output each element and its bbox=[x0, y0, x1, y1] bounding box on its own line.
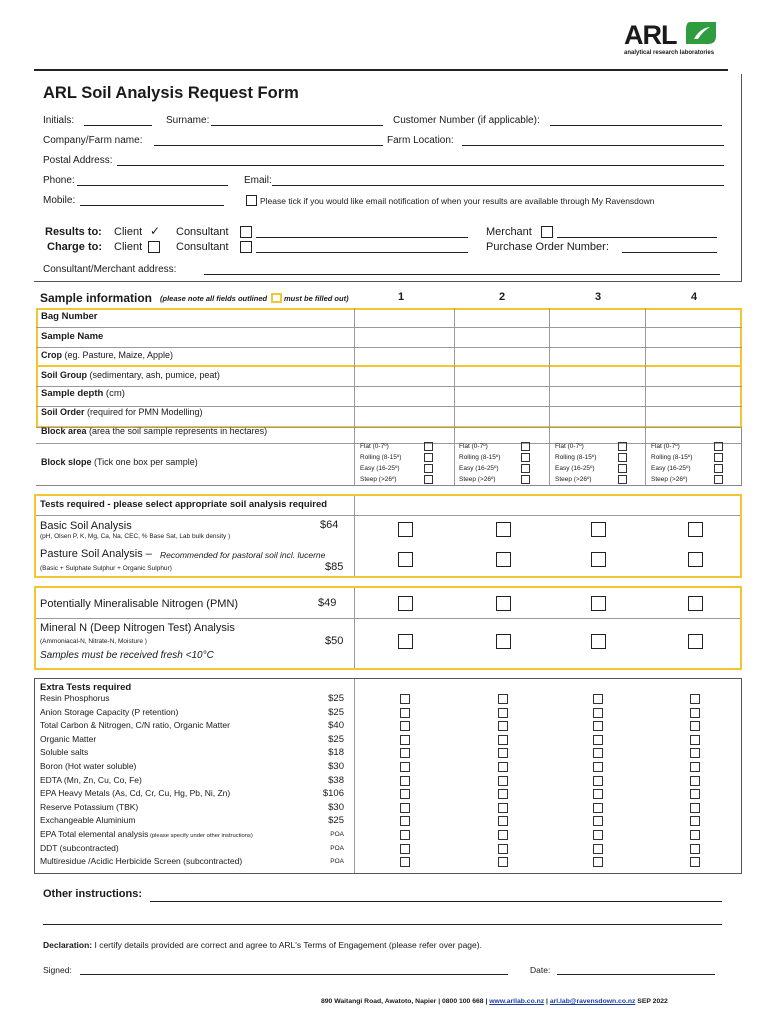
extra-test-name: EDTA (Mn, Zn, Cu, Co, Fe) bbox=[40, 774, 142, 785]
slope-checkbox-4-rolling[interactable] bbox=[714, 453, 723, 462]
farm-location-label: Farm Location: bbox=[387, 135, 454, 146]
slope-checkbox-3-easy[interactable] bbox=[618, 464, 627, 473]
slope-options-sample-2 bbox=[459, 441, 500, 485]
extra-test-checkbox-3[interactable] bbox=[593, 762, 603, 772]
extra-test-checkbox-4[interactable] bbox=[690, 721, 700, 731]
footer-version: SEP 2022 bbox=[635, 998, 668, 1005]
extra-test-checkbox-1[interactable] bbox=[400, 694, 410, 704]
basic-soil-desc: (pH, Olsen P, K, Mg, Ca, Na, CEC, % Base Sat, Lab bulk density ) bbox=[40, 533, 231, 540]
row-label: Sample depth bbox=[41, 388, 104, 399]
slope-option-label: Steep (>26º) bbox=[651, 476, 688, 483]
slope-options-sample-3 bbox=[555, 441, 596, 485]
pasture-soil-label: Pasture Soil Analysis – bbox=[40, 548, 152, 560]
extra-test-checkbox-2[interactable] bbox=[498, 721, 508, 731]
purchase-order-field[interactable] bbox=[622, 252, 717, 253]
footer-sep: | bbox=[544, 998, 550, 1005]
slope-checkbox-3-rolling[interactable] bbox=[618, 453, 627, 462]
dnt-checkbox-2[interactable] bbox=[496, 634, 511, 649]
row-label: Bag Number bbox=[41, 311, 98, 322]
slope-checkbox-2-steep[interactable] bbox=[521, 475, 530, 484]
pasture-checkbox-4[interactable] bbox=[688, 552, 703, 567]
extra-test-checkbox-2[interactable] bbox=[498, 735, 508, 745]
mobile-label: Mobile: bbox=[43, 195, 76, 206]
slope-option-label: Rolling (8-15º) bbox=[360, 454, 402, 461]
footer-contact bbox=[321, 998, 668, 1005]
declaration bbox=[43, 940, 482, 950]
row-label: Sample Name bbox=[41, 331, 104, 342]
extra-test-checkbox-3[interactable] bbox=[593, 844, 603, 854]
extra-test-row bbox=[40, 761, 136, 771]
company-field[interactable] bbox=[154, 145, 383, 146]
extra-test-checkbox-4[interactable] bbox=[690, 830, 700, 840]
extra-test-price: POA bbox=[330, 831, 344, 838]
leaf-icon bbox=[686, 22, 716, 44]
extra-test-checkbox-4[interactable] bbox=[690, 857, 700, 867]
extra-test-checkbox-1[interactable] bbox=[400, 789, 410, 799]
results-consultant-label: Consultant bbox=[176, 226, 229, 238]
extra-test-price: POA bbox=[330, 844, 344, 852]
pmn-label: Potentially Mineralisable Nitrogen (PMN) bbox=[40, 598, 239, 610]
slope-options-sample-4 bbox=[651, 441, 692, 485]
slope-option-label: Steep (>26º) bbox=[459, 476, 496, 483]
email-notify-label: Please tick if you would like email notification of when your results are available through My Ravensdown bbox=[260, 196, 655, 206]
column-3-header: 3 bbox=[595, 291, 602, 303]
extra-test-checkbox-4[interactable] bbox=[690, 776, 700, 786]
other-instructions-field-2[interactable] bbox=[43, 924, 722, 925]
row-label: Soil Order bbox=[41, 407, 85, 417]
logo-tagline: analytical research laboratories bbox=[624, 50, 715, 56]
extra-test-price: $25 bbox=[328, 733, 344, 745]
arl-logo bbox=[620, 20, 720, 60]
results-to-label: Results to: bbox=[45, 226, 102, 238]
column-2-header: 2 bbox=[499, 291, 506, 303]
dnt-checkbox-1[interactable] bbox=[398, 634, 413, 649]
basic-soil-label: Basic Soil Analysis bbox=[40, 520, 132, 532]
basic-soil-price: $64 bbox=[320, 519, 339, 531]
slope-checkbox-2-easy[interactable] bbox=[521, 464, 530, 473]
charge-consultant-label: Consultant bbox=[176, 241, 229, 253]
slope-option-label: Steep (>26º) bbox=[555, 476, 592, 483]
sample-info-title: Sample information bbox=[40, 291, 153, 305]
slope-checkbox-3-steep[interactable] bbox=[618, 475, 627, 484]
declaration-label: Declaration: bbox=[43, 940, 93, 950]
extra-test-checkbox-2[interactable] bbox=[498, 830, 508, 840]
merchant-checkbox[interactable] bbox=[541, 226, 553, 238]
extra-test-row bbox=[40, 856, 242, 866]
slope-option-label: Easy (16-25º) bbox=[555, 465, 595, 472]
slope-option-label: Rolling (8-15º) bbox=[459, 454, 501, 461]
row-note: (required for PMN Modelling) bbox=[84, 407, 203, 417]
extra-test-checkbox-3[interactable] bbox=[593, 721, 603, 731]
sample-info-header bbox=[40, 290, 740, 308]
date-field[interactable] bbox=[557, 974, 715, 975]
extra-test-checkbox-4[interactable] bbox=[690, 694, 700, 704]
initials-label: Initials: bbox=[43, 115, 75, 126]
extra-test-price: $30 bbox=[328, 801, 344, 813]
extra-test-row bbox=[40, 802, 138, 812]
extra-test-price: $106 bbox=[322, 788, 344, 800]
extra-test-checkbox-2[interactable] bbox=[498, 708, 508, 718]
sample-info-note-prefix: (please note all fields outlined bbox=[160, 294, 268, 303]
extra-test-checkbox-2[interactable] bbox=[498, 857, 508, 867]
extra-test-checkbox-3[interactable] bbox=[593, 857, 603, 867]
surname-label: Surname: bbox=[166, 115, 210, 126]
basic-checkbox-4[interactable] bbox=[688, 522, 703, 537]
company-label: Company/Farm name: bbox=[43, 135, 143, 146]
other-instructions-label: Other instructions: bbox=[43, 888, 143, 900]
column-1-header: 1 bbox=[398, 291, 405, 303]
extra-test-checkbox-4[interactable] bbox=[690, 816, 700, 826]
slope-option-label: Easy (16-25º) bbox=[651, 465, 691, 472]
slope-checkbox-2-rolling[interactable] bbox=[521, 453, 530, 462]
results-consultant-checkbox[interactable] bbox=[240, 226, 252, 238]
extra-test-price: $38 bbox=[328, 774, 344, 786]
extra-test-name: Soluble salts bbox=[40, 747, 89, 758]
extra-test-checkbox-1[interactable] bbox=[400, 735, 410, 745]
date-label: Date: bbox=[530, 965, 551, 975]
signed-label: Signed: bbox=[43, 965, 72, 975]
slope-options-sample-1 bbox=[360, 441, 401, 485]
row-block-slope bbox=[41, 457, 198, 467]
extra-test-price: $40 bbox=[328, 720, 344, 732]
slope-option-label: Flat (0-7º) bbox=[360, 443, 389, 450]
pmn-price: $49 bbox=[318, 597, 337, 609]
header-rule bbox=[34, 69, 728, 71]
extra-test-checkbox-3[interactable] bbox=[593, 776, 603, 786]
extra-test-checkbox-4[interactable] bbox=[690, 708, 700, 718]
extra-test-row bbox=[40, 734, 96, 744]
extra-test-checkbox-1[interactable] bbox=[400, 762, 410, 772]
extra-test-checkbox-1[interactable] bbox=[400, 830, 410, 840]
extra-test-row bbox=[40, 693, 109, 703]
row-label: Block area bbox=[41, 426, 87, 436]
customer-number-label: Customer Number (if applicable): bbox=[393, 115, 540, 126]
extra-test-checkbox-3[interactable] bbox=[593, 748, 603, 758]
row-note: (area the soil sample represents in hectares) bbox=[86, 426, 268, 436]
declaration-text: I certify details provided are correct and agree to ARL's Terms of Engagement (please refer over page). bbox=[92, 940, 482, 950]
slope-checkbox-2-flat[interactable] bbox=[521, 442, 530, 451]
footer-address: 890 Waitangi Road, Awatoto, Napier | 0800 100 668 | bbox=[321, 998, 488, 1005]
extra-test-checkbox-3[interactable] bbox=[593, 735, 603, 745]
row-note: (Tick one box per sample) bbox=[91, 457, 198, 467]
extra-test-checkbox-2[interactable] bbox=[498, 789, 508, 799]
phone-label: Phone: bbox=[43, 175, 75, 186]
logo-brand: ARL bbox=[624, 20, 677, 50]
extra-test-checkbox-2[interactable] bbox=[498, 803, 508, 813]
charge-client-checkbox[interactable] bbox=[148, 241, 160, 253]
row-block-area bbox=[41, 426, 267, 436]
slope-checkbox-1-steep[interactable] bbox=[424, 475, 433, 484]
row-bag-number bbox=[41, 311, 97, 322]
results-consultant-field[interactable] bbox=[256, 237, 468, 238]
sample-info-note-suffix: must be filled out) bbox=[284, 294, 349, 303]
extra-test-checkbox-3[interactable] bbox=[593, 816, 603, 826]
extra-test-checkbox-2[interactable] bbox=[498, 762, 508, 772]
consultant-address-field[interactable] bbox=[204, 274, 720, 275]
deep-nitrogen-desc: (Ammoniacal-N, Nitrate-N, Moisture ) bbox=[40, 638, 147, 645]
extra-test-checkbox-3[interactable] bbox=[593, 803, 603, 813]
slope-checkbox-1-flat[interactable] bbox=[424, 442, 433, 451]
row-sample-depth bbox=[41, 388, 125, 399]
row-note: (eg. Pasture, Maize, Apple) bbox=[62, 350, 174, 360]
extra-test-row bbox=[40, 720, 230, 730]
merchant-label: Merchant bbox=[486, 226, 532, 238]
extra-test-checkbox-4[interactable] bbox=[690, 844, 700, 854]
dnt-checkbox-4[interactable] bbox=[688, 634, 703, 649]
extra-test-name: Boron (Hot water soluble) bbox=[40, 761, 137, 771]
slope-option-label: Flat (0-7º) bbox=[555, 443, 584, 450]
extra-test-checkbox-3[interactable] bbox=[593, 789, 603, 799]
slope-checkbox-1-rolling[interactable] bbox=[424, 453, 433, 462]
slope-checkbox-4-flat[interactable] bbox=[714, 442, 723, 451]
charge-client-label: Client bbox=[114, 241, 143, 253]
website-link[interactable]: www.arllab.co.nz bbox=[489, 998, 545, 1005]
row-sample-name bbox=[41, 331, 103, 342]
extra-test-checkbox-2[interactable] bbox=[498, 844, 508, 854]
slope-checkbox-4-steep[interactable] bbox=[714, 475, 723, 484]
outlined-field-legend-icon bbox=[271, 293, 282, 303]
row-label: Soil Group bbox=[41, 370, 87, 380]
pmn-checkbox-4[interactable] bbox=[688, 596, 703, 611]
extra-test-note: (please specify under other instructions) bbox=[148, 833, 253, 839]
email-field[interactable] bbox=[272, 185, 724, 186]
signature-field[interactable] bbox=[80, 974, 508, 975]
extra-test-name: DDT (subcontracted) bbox=[40, 842, 119, 853]
extra-test-row bbox=[40, 707, 178, 717]
extra-test-checkbox-1[interactable] bbox=[400, 776, 410, 786]
page-title: ARL Soil Analysis Request Form bbox=[43, 84, 299, 102]
pasture-checkbox-2[interactable] bbox=[496, 552, 511, 567]
extra-test-checkbox-4[interactable] bbox=[690, 735, 700, 745]
row-label: Crop bbox=[41, 350, 62, 360]
phone-field[interactable] bbox=[77, 185, 228, 186]
pasture-checkbox-3[interactable] bbox=[591, 552, 606, 567]
extra-test-checkbox-4[interactable] bbox=[690, 762, 700, 772]
tests-required-title: Tests required - please select appropriate soil analysis required bbox=[40, 499, 328, 510]
email-notify-checkbox[interactable] bbox=[246, 195, 257, 206]
extra-test-price: $30 bbox=[328, 761, 344, 772]
extra-test-name: Resin Phosphorus bbox=[40, 693, 110, 703]
merchant-field[interactable] bbox=[557, 237, 717, 238]
mobile-field[interactable] bbox=[80, 205, 224, 206]
email-link[interactable]: arl.lab@ravensdown.co.nz bbox=[549, 998, 636, 1005]
charge-consultant-field[interactable] bbox=[256, 252, 468, 253]
row-note: (sedimentary, ash, pumice, peat) bbox=[87, 370, 220, 380]
row-note: (cm) bbox=[103, 388, 125, 399]
extra-test-name: Total Carbon & Nitrogen, C/N ratio, Organic Matter bbox=[40, 720, 230, 731]
deep-nitrogen-note: Samples must be received fresh <10°C bbox=[40, 650, 214, 661]
other-instructions-field[interactable] bbox=[150, 901, 722, 902]
extra-test-row bbox=[40, 829, 253, 839]
extra-test-name: Anion Storage Capacity (P retention) bbox=[40, 706, 179, 717]
slope-option-label: Flat (0-7º) bbox=[651, 443, 680, 450]
extra-test-price: POA bbox=[330, 858, 344, 866]
extra-test-checkbox-1[interactable] bbox=[400, 816, 410, 826]
purchase-order-label: Purchase Order Number: bbox=[486, 241, 609, 253]
extra-test-name: Organic Matter bbox=[40, 733, 97, 744]
extra-test-checkbox-4[interactable] bbox=[690, 789, 700, 799]
slope-option-label: Rolling (8-15º) bbox=[555, 454, 597, 461]
deep-nitrogen-label: Mineral N (Deep Nitrogen Test) Analysis bbox=[40, 622, 235, 634]
extra-test-name: EPA Heavy Metals (As, Cd, Cr, Cu, Hg, Pb, Ni, Zn) bbox=[40, 788, 231, 799]
client-tick-icon[interactable]: ✓ bbox=[150, 224, 161, 238]
extra-test-checkbox-3[interactable] bbox=[593, 708, 603, 718]
charge-to-label: Charge to: bbox=[47, 241, 102, 253]
extra-test-checkbox-1[interactable] bbox=[400, 708, 410, 718]
slope-checkbox-1-easy[interactable] bbox=[424, 464, 433, 473]
charge-consultant-checkbox[interactable] bbox=[240, 241, 252, 253]
postal-address-label: Postal Address: bbox=[43, 155, 113, 166]
extra-test-row bbox=[40, 815, 135, 825]
extra-test-checkbox-4[interactable] bbox=[690, 803, 700, 813]
pasture-soil-desc: (Basic + Sulphate Sulphur + Organic Sulphur) bbox=[40, 565, 172, 572]
column-4-header: 4 bbox=[691, 291, 698, 303]
extra-test-checkbox-1[interactable] bbox=[400, 844, 410, 854]
dnt-checkbox-3[interactable] bbox=[591, 634, 606, 649]
slope-option-label: Flat (0-7º) bbox=[459, 443, 488, 450]
slope-option-label: Easy (16-25º) bbox=[360, 465, 400, 472]
row-crop bbox=[41, 350, 173, 360]
extra-test-checkbox-4[interactable] bbox=[690, 748, 700, 758]
row-soil-order bbox=[41, 407, 203, 417]
extra-test-name: Multiresidue /Acidic Herbicide Screen (subcontracted) bbox=[40, 856, 243, 867]
extra-test-row bbox=[40, 747, 88, 757]
basic-checkbox-1[interactable] bbox=[398, 522, 413, 537]
extra-test-checkbox-3[interactable] bbox=[593, 694, 603, 704]
extra-test-checkbox-2[interactable] bbox=[498, 748, 508, 758]
pmn-checkbox-1[interactable] bbox=[398, 596, 413, 611]
extra-test-checkbox-1[interactable] bbox=[400, 857, 410, 867]
pasture-soil-note: Recommended for pastoral soil incl. lucerne bbox=[160, 550, 326, 560]
slope-option-label: Rolling (8-15º) bbox=[651, 454, 693, 461]
slope-checkbox-4-easy[interactable] bbox=[714, 464, 723, 473]
extra-tests-title: Extra Tests required bbox=[40, 682, 132, 693]
extra-test-checkbox-2[interactable] bbox=[498, 776, 508, 786]
pmn-checkbox-3[interactable] bbox=[591, 596, 606, 611]
email-label: Email: bbox=[244, 175, 272, 186]
extra-test-price: $18 bbox=[328, 747, 344, 759]
extra-test-checkbox-2[interactable] bbox=[498, 816, 508, 826]
customer-number-field[interactable] bbox=[550, 125, 722, 126]
pasture-checkbox-1[interactable] bbox=[398, 552, 413, 567]
postal-address-field[interactable] bbox=[117, 165, 724, 166]
extra-test-row bbox=[40, 788, 230, 798]
extra-test-name: Exchangeable Aluminium bbox=[40, 815, 136, 826]
initials-field[interactable] bbox=[84, 125, 152, 126]
row-soil-group bbox=[41, 370, 220, 380]
extra-test-price: $25 bbox=[328, 706, 344, 718]
slope-checkbox-3-flat[interactable] bbox=[618, 442, 627, 451]
surname-field[interactable] bbox=[211, 125, 383, 126]
extra-test-checkbox-3[interactable] bbox=[593, 830, 603, 840]
extra-test-price: $25 bbox=[328, 815, 344, 827]
extra-test-price: $25 bbox=[328, 693, 344, 704]
row-label: Block slope bbox=[41, 457, 92, 467]
pasture-soil-price: $85 bbox=[325, 561, 344, 573]
extra-test-row bbox=[40, 843, 119, 853]
slope-option-label: Easy (16-25º) bbox=[459, 465, 499, 472]
results-client-label: Client bbox=[114, 226, 143, 238]
pmn-checkbox-2[interactable] bbox=[496, 596, 511, 611]
extra-test-row bbox=[40, 775, 142, 785]
extra-test-name: Reserve Potassium (TBK) bbox=[40, 801, 139, 812]
basic-checkbox-2[interactable] bbox=[496, 522, 511, 537]
basic-checkbox-3[interactable] bbox=[591, 522, 606, 537]
extra-test-name: EPA Total elemental analysis bbox=[40, 829, 149, 839]
extra-test-checkbox-2[interactable] bbox=[498, 694, 508, 704]
extra-test-checkbox-1[interactable] bbox=[400, 803, 410, 813]
deep-nitrogen-price: $50 bbox=[325, 635, 344, 647]
extra-test-checkbox-1[interactable] bbox=[400, 748, 410, 758]
farm-location-field[interactable] bbox=[462, 145, 724, 146]
slope-option-label: Steep (>26º) bbox=[360, 476, 397, 483]
consultant-address-label: Consultant/Merchant address: bbox=[43, 264, 177, 275]
extra-test-checkbox-1[interactable] bbox=[400, 721, 410, 731]
